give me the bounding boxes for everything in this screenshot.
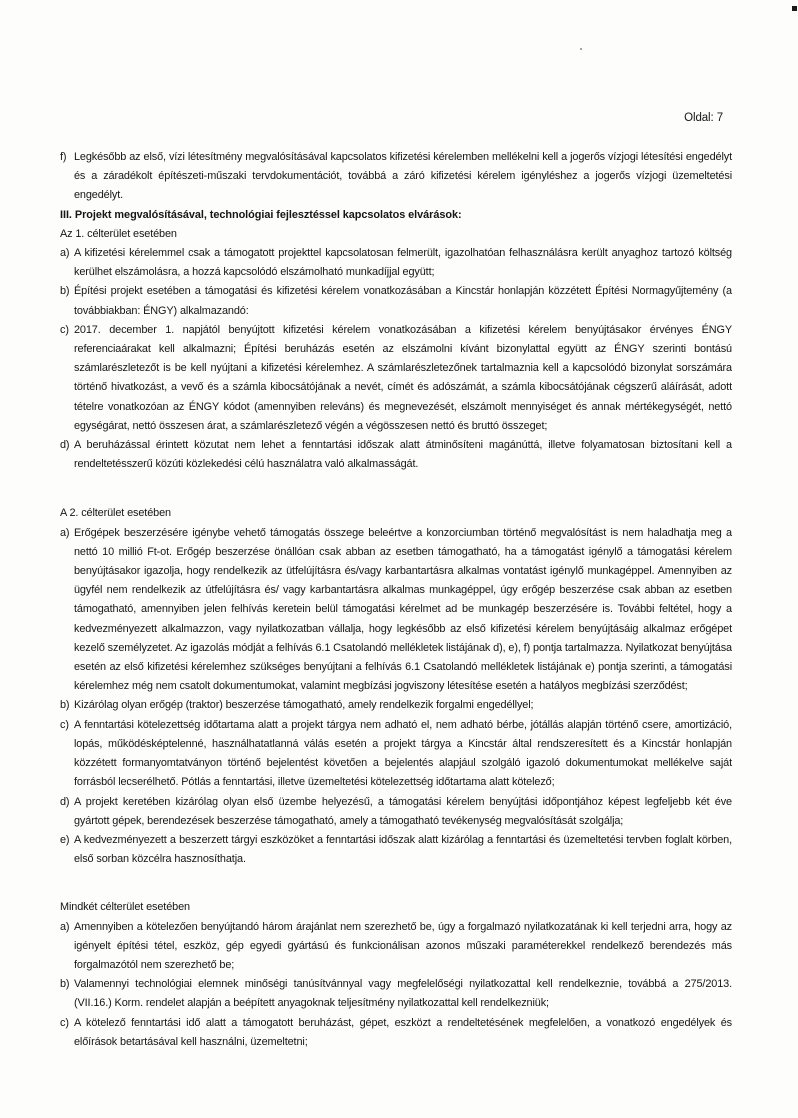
list-marker: b): [60, 285, 70, 298]
list-item-text: 2017. december 1. napjától benyújtott kifizetési kérelem vonatkozásában a kifizetési kérelem benyújtásakor érvényes ÉNGY referenciaárakat kell alkalmazni; Építési beruházás esetén az elszámolni kívánt bizonylattal együtt az ÉNGY szerinti bontású számlarészletezőt is be kell nyújtani a kifizetési kérelemhez. A számlarészletezőnek tartalmaznia kell a kapcsolódó bizonylat sorszámára történő hivatkozást, a vevő és a számla kibocsátójának a nevét, címét és adószámát, a számla kibocsátójának cégszerű aláírását, adott tételre vonatkozóan az ÉNGY kódot (amennyiben releváns) és megnevezését, elszámolt mennyiséget és annak mértékegységét, nettó egységárat, nettó összesen árat, a számlarészletező végén a végösszesen nettó és bruttó összeget;: [74, 323, 732, 432]
list-item-text: A fenntartási kötelezettség időtartama alatt a projekt tárgya nem adható el, nem adható bérbe, jótállás alapján történő csere, amortizáció, lopás, működésképtelenné, használhatatlanná válás esetén a projekt tárgya a Kincstár által rendszeresített és a Kincstár honlapján közzétett formanyomtatványon történő bejelentést követően a bejelentés alapjául szolgáló igazoló dokumentumokat mellékelve saját forrásból lecserélhető. Pótlás a fenntartási, illetve üzemeltetési kötelezettség időtartama alatt kötelező;: [74, 718, 732, 789]
target-area-2-item-e: [60, 831, 732, 869]
target-area-2-item-c: [60, 716, 732, 793]
scan-speck: [580, 48, 582, 50]
target-area-2-item-b: [60, 696, 732, 715]
list-item-text: A kedvezményezett a beszerzett tárgyi eszközöket a fenntartási időszak alatt kizárólag a fenntartási és üzemeltetési tervben foglalt körben, első sorban közcélra hasznosíthatja.: [74, 833, 732, 866]
section-heading-iii: III. Projekt megvalósításával, technológiai fejlesztéssel kapcsolatos elvárások:: [60, 208, 462, 221]
page-number: Oldal: 7: [684, 112, 723, 124]
scan-corner-mark: [792, 6, 797, 11]
list-item-text: Legkésőbb az első, vízi létesítmény megvalósításával kapcsolatos kifizetési kérelemben mellékelni kell a jogerős vízjogi létesítési engedélyt és a záradékolt építészeti-műszaki tervdokumentációt, továbbá a záró kifizetési kérelem igényléshez a jogerős vízjogi üzemeltetési engedélyt.: [74, 151, 732, 202]
list-marker: b): [60, 978, 70, 991]
both-areas-item-a: [60, 918, 732, 976]
target-area-1-title: Az 1. célterület esetében: [60, 227, 177, 240]
list-item-text: Valamennyi technológiai elemnek minőségi tanúsítvánnyal vagy megfelelőségi nyilatkozattal kell rendelkeznie, továbbá a 275/2013. (VII.16.) Korm. rendelet alapján a beépített anyagoknak teljesítmény nyilatkozattal kell rendelkezniük;: [74, 978, 732, 1010]
target-area-1-item-b: [60, 282, 732, 320]
section-spacer: [60, 474, 732, 504]
list-item-text: Amennyiben a kötelezően benyújtandó három árajánlat nem szerezhető be, úgy a forgalmazó nyilatkozatának ki kell terjedni arra, hogy az igényelt építési tétel, eszköz, gép egyedi gyártású és funkcionálisan azonos műszaki paraméterekkel rendelkező berendezés más forgalmazótól nem szerezhető be;: [74, 920, 732, 971]
list-marker: a): [60, 526, 70, 539]
list-marker: d): [60, 795, 70, 808]
list-item-text: Kizárólag olyan erőgép (traktor) beszerzése támogatható, amely rendelkezik forgalmi engedéllyel;: [74, 699, 534, 712]
list-item-text: A kifizetési kérelemmel csak a támogatott projekttel kapcsolatosan felmerült, igazolhatóan felhasználásra került anyaghoz tartozó költség kerülhet elszámolásra, a hozzá kapcsolódó elszámolható munkadíjjal együtt;: [74, 247, 732, 279]
both-areas-title: Mindkét célterület esetében: [60, 901, 190, 914]
target-area-1-item-c: [60, 321, 732, 436]
target-area-2-item-d: [60, 793, 732, 831]
list-marker: a): [60, 920, 70, 933]
target-area-2-item-a: [60, 524, 732, 697]
list-marker: b): [60, 699, 70, 712]
list-marker: c): [60, 323, 69, 336]
list-item-text: A beruházással érintett közutat nem lehet a fenntartási időszak alatt átminősíteni magánúttá, illetve folyamatosan biztosítani kell a rendeltetésszerű közúti közlekedési célú használatra való alkalmasságát.: [74, 439, 732, 471]
list-marker: d): [60, 439, 70, 452]
both-areas-item-c: [60, 1014, 732, 1052]
target-area-1-item-d: [60, 436, 732, 474]
both-areas-item-b: [60, 975, 732, 1013]
list-marker: f): [60, 151, 67, 163]
section-spacer: [60, 869, 732, 898]
document-body: [60, 148, 732, 1052]
list-item-text: A projekt keretében kizárólag olyan első üzembe helyezésű, a támogatási kérelem benyújtási időpontjához képest legfeljebb két éve gyártott gépek, berendezések beszerzése támogatható, amely a támogatható tevékenység megvalósítását szolgálja;: [74, 795, 732, 827]
list-item-text: A kötelező fenntartási idő alatt a támogatott beruházást, gépet, eszközt a rendeltetésének megfelelően, a vonatkozó engedélyek és előírások betartásával kell használni, üzemeltetni;: [74, 1016, 732, 1048]
list-item-f: [60, 148, 732, 206]
list-marker: a): [60, 247, 70, 260]
list-marker: c): [60, 1016, 69, 1029]
list-marker: c): [60, 718, 69, 731]
target-area-2-title: A 2. célterület esetében: [60, 507, 171, 520]
target-area-1-item-a: [60, 244, 732, 282]
list-item-text: Erőgépek beszerzésére igénybe vehető támogatás összege beleértve a konzorciumban történő megvalósítást is nem haladhatja meg a nettó 10 millió Ft-ot. Erőgép beszerzése önállóan csak abban az esetben támogatható, ha a támogatást igénylő a támogatási kérelem benyújtásakor igazolja, hogy rendelkezik az ütfelújításra és/vagy karbantartásra alkalmas vontatást igénylő munkagéppel. Amennyiben az ügyfél nem rendelkezik az útfelújításra és/ vagy karbantartásra alkalmas munkagéppel, úgy erőgép beszerzése csak abban az esetben támogatható, amennyiben jelen felhívás keretein belül támogatási kérelmet ad be munkagép beszerzésére is. További feltétel, hogy a kedvezményezett alkalmazzon, vagy nyilatkozatban vállalja, hogy legkésőbb az első kifizetési kérelem benyújtásáig alkalmaz erőgépet kezelő személyzetet. Az igazolás módját a felhívás 6.1 Csatolandó mellékletek listájának d), e), f) pontja tartalmazza. Nyilatkozat benyújtása esetén az első kifizetési kérelemhez szükséges benyújtani a felhívás 6.1 Csatolandó mellékletek listájának e) pontja szerinti, a támogatási kérelemhez még nem csatolt dokumentumokat, valamint megbízási jogviszony létesítése esetén a hatályos megbízási szerződést;: [74, 526, 732, 693]
list-marker: e): [60, 833, 70, 846]
list-item-text: Építési projekt esetében a támogatási és kifizetési kérelem vonatkozásában a Kincstár honlapján közzétett Építési Normagyűjtemény (a továbbiakban: ÉNGY) alkalmazandó:: [74, 285, 732, 317]
